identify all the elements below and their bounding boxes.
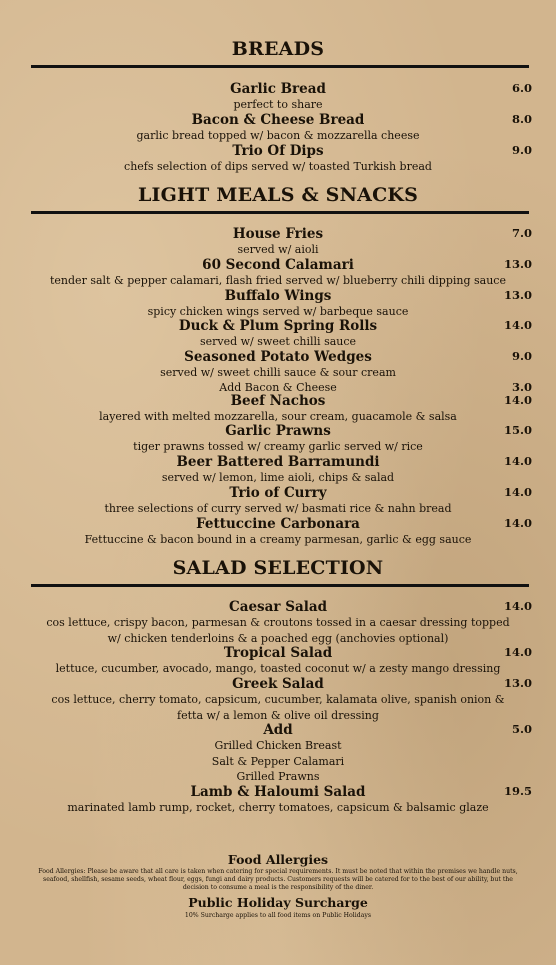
- item-description: layered with melted mozzarella, sour cream, guacamole & salsa: [99, 410, 457, 423]
- item-name: Add: [263, 722, 293, 738]
- item-name: Fettuccine Carbonara: [196, 516, 360, 532]
- addon-option: Grilled Chicken Breast: [214, 739, 342, 752]
- item-name: 60 Second Calamari: [202, 257, 354, 273]
- menu-item: [0, 485, 556, 517]
- item-price: 13.0: [503, 676, 532, 690]
- item-name: Duck & Plum Spring Rolls: [178, 318, 378, 334]
- allergies-title: Food Allergies: [227, 852, 329, 867]
- item-name: Bacon & Cheese Bread: [191, 112, 365, 128]
- item-price: 14.0: [503, 485, 532, 499]
- item-name: House Fries: [232, 226, 324, 242]
- item-price: 9.0: [511, 143, 532, 157]
- item-name: Seasoned Potato Wedges: [184, 349, 372, 365]
- item-description: served w/ lemon, lime aioli, chips & salad: [161, 471, 395, 484]
- item-name: Tropical Salad: [223, 645, 333, 661]
- item-price: 14.0: [503, 645, 532, 659]
- item-description: served w/ aioli: [237, 243, 319, 256]
- menu-item: [0, 349, 556, 381]
- menu-item: [0, 599, 556, 646]
- menu-item: [0, 645, 556, 677]
- item-price: 14.0: [503, 454, 532, 468]
- item-price: 15.0: [503, 423, 532, 437]
- addon-price: 3.0: [511, 380, 532, 394]
- surcharge-text: 10% Surcharge applies to all food items on Public Holidays: [184, 912, 372, 919]
- item-description: served w/ sweet chilli sauce: [199, 335, 357, 348]
- item-description: Fettuccine & bacon bound in a creamy parmesan, garlic & egg sauce: [84, 533, 472, 546]
- addon-option: Salt & Pepper Calamari: [211, 754, 345, 768]
- menu-item: [0, 257, 556, 289]
- menu-item: [0, 226, 556, 258]
- addon-option: Grilled Prawns: [236, 770, 320, 783]
- item-price: 14.0: [503, 318, 532, 332]
- menu-item: [0, 112, 556, 144]
- item-name: Trio of Curry: [229, 485, 327, 501]
- item-name: Lamb & Haloumi Salad: [190, 784, 366, 800]
- menu-item: [0, 393, 556, 425]
- allergies-text: Food Allergies: Please be aware that all care is taken when catering for special requirements. It must be noted that within the premises we handle nuts, seafood, shellfish, sesame seeds, wheat flour, eggs, fungi and dairy products. Customers requests will be catered for to the best of our ability, but the decision to consume a meal is the responsibility of the diner.: [38, 868, 518, 891]
- item-price: 14.0: [503, 393, 532, 407]
- item-price: 9.0: [511, 349, 532, 363]
- menu-item: [0, 516, 556, 548]
- item-description: tender salt & pepper calamari, flash fried served w/ blueberry chili dipping sauce: [50, 274, 506, 287]
- item-price: 5.0: [511, 722, 532, 736]
- item-description: garlic bread topped w/ bacon & mozzarella cheese: [136, 129, 420, 142]
- item-name: Caesar Salad: [228, 599, 328, 615]
- section-divider: [31, 65, 529, 68]
- item-price: 13.0: [503, 257, 532, 271]
- addon-label: Add Bacon & Cheese: [219, 381, 337, 394]
- item-description: cos lettuce, cherry tomato, capsicum, cucumber, kalamata olive, spanish onion & fetta w/ a lemon & olive oil dressing: [51, 693, 505, 722]
- item-price: 14.0: [503, 599, 532, 613]
- item-description: lettuce, cucumber, avocado, mango, toasted coconut w/ a zesty mango dressing: [55, 662, 501, 675]
- item-name: Trio Of Dips: [232, 143, 324, 159]
- item-name: Buffalo Wings: [224, 288, 332, 304]
- item-price: 7.0: [511, 226, 532, 240]
- item-price: 14.0: [503, 516, 532, 530]
- menu-item: [0, 454, 556, 486]
- section-divider: [31, 211, 529, 214]
- item-description: tiger prawns tossed w/ creamy garlic served w/ rice: [133, 440, 423, 453]
- surcharge-title: Public Holiday Surcharge: [188, 895, 368, 910]
- item-name: Beer Battered Barramundi: [176, 454, 380, 470]
- item-name: Beef Nachos: [230, 393, 326, 409]
- item-description: perfect to share: [233, 98, 323, 111]
- section-title-light-meals: LIGHT MEALS & SNACKS: [137, 184, 419, 206]
- item-price: 6.0: [511, 81, 532, 95]
- menu-item: [0, 423, 556, 455]
- section-title-salads: SALAD SELECTION: [172, 557, 384, 579]
- menu-item: [0, 318, 556, 350]
- item-price: 8.0: [511, 112, 532, 126]
- item-description: three selections of curry served w/ basmati rice & nahn bread: [104, 502, 452, 515]
- item-description: cos lettuce, crispy bacon, parmesan & croutons tossed in a caesar dressing topped w/ chicken tenderloins & a poached egg (anchovies optional): [46, 616, 510, 645]
- item-description: marinated lamb rump, rocket, cherry tomatoes, capsicum & balsamic glaze: [67, 801, 489, 814]
- item-description: served w/ sweet chilli sauce & sour cream: [160, 366, 396, 379]
- menu-item: [0, 784, 556, 816]
- item-name: Garlic Bread: [230, 81, 326, 97]
- section-divider: [31, 584, 529, 587]
- menu-item: [0, 143, 556, 175]
- item-name: Garlic Prawns: [225, 423, 331, 439]
- item-description: chefs selection of dips served w/ toasted Turkish bread: [124, 160, 432, 173]
- section-title-breads: BREADS: [231, 38, 325, 60]
- item-price: 19.5: [503, 784, 532, 798]
- item-description: spicy chicken wings served w/ barbeque sauce: [147, 305, 409, 318]
- item-name: Greek Salad: [232, 676, 324, 692]
- menu-item: [0, 81, 556, 113]
- item-price: 13.0: [503, 288, 532, 302]
- menu-item: [0, 722, 556, 785]
- menu-item: [0, 288, 556, 320]
- menu-item: [0, 676, 556, 723]
